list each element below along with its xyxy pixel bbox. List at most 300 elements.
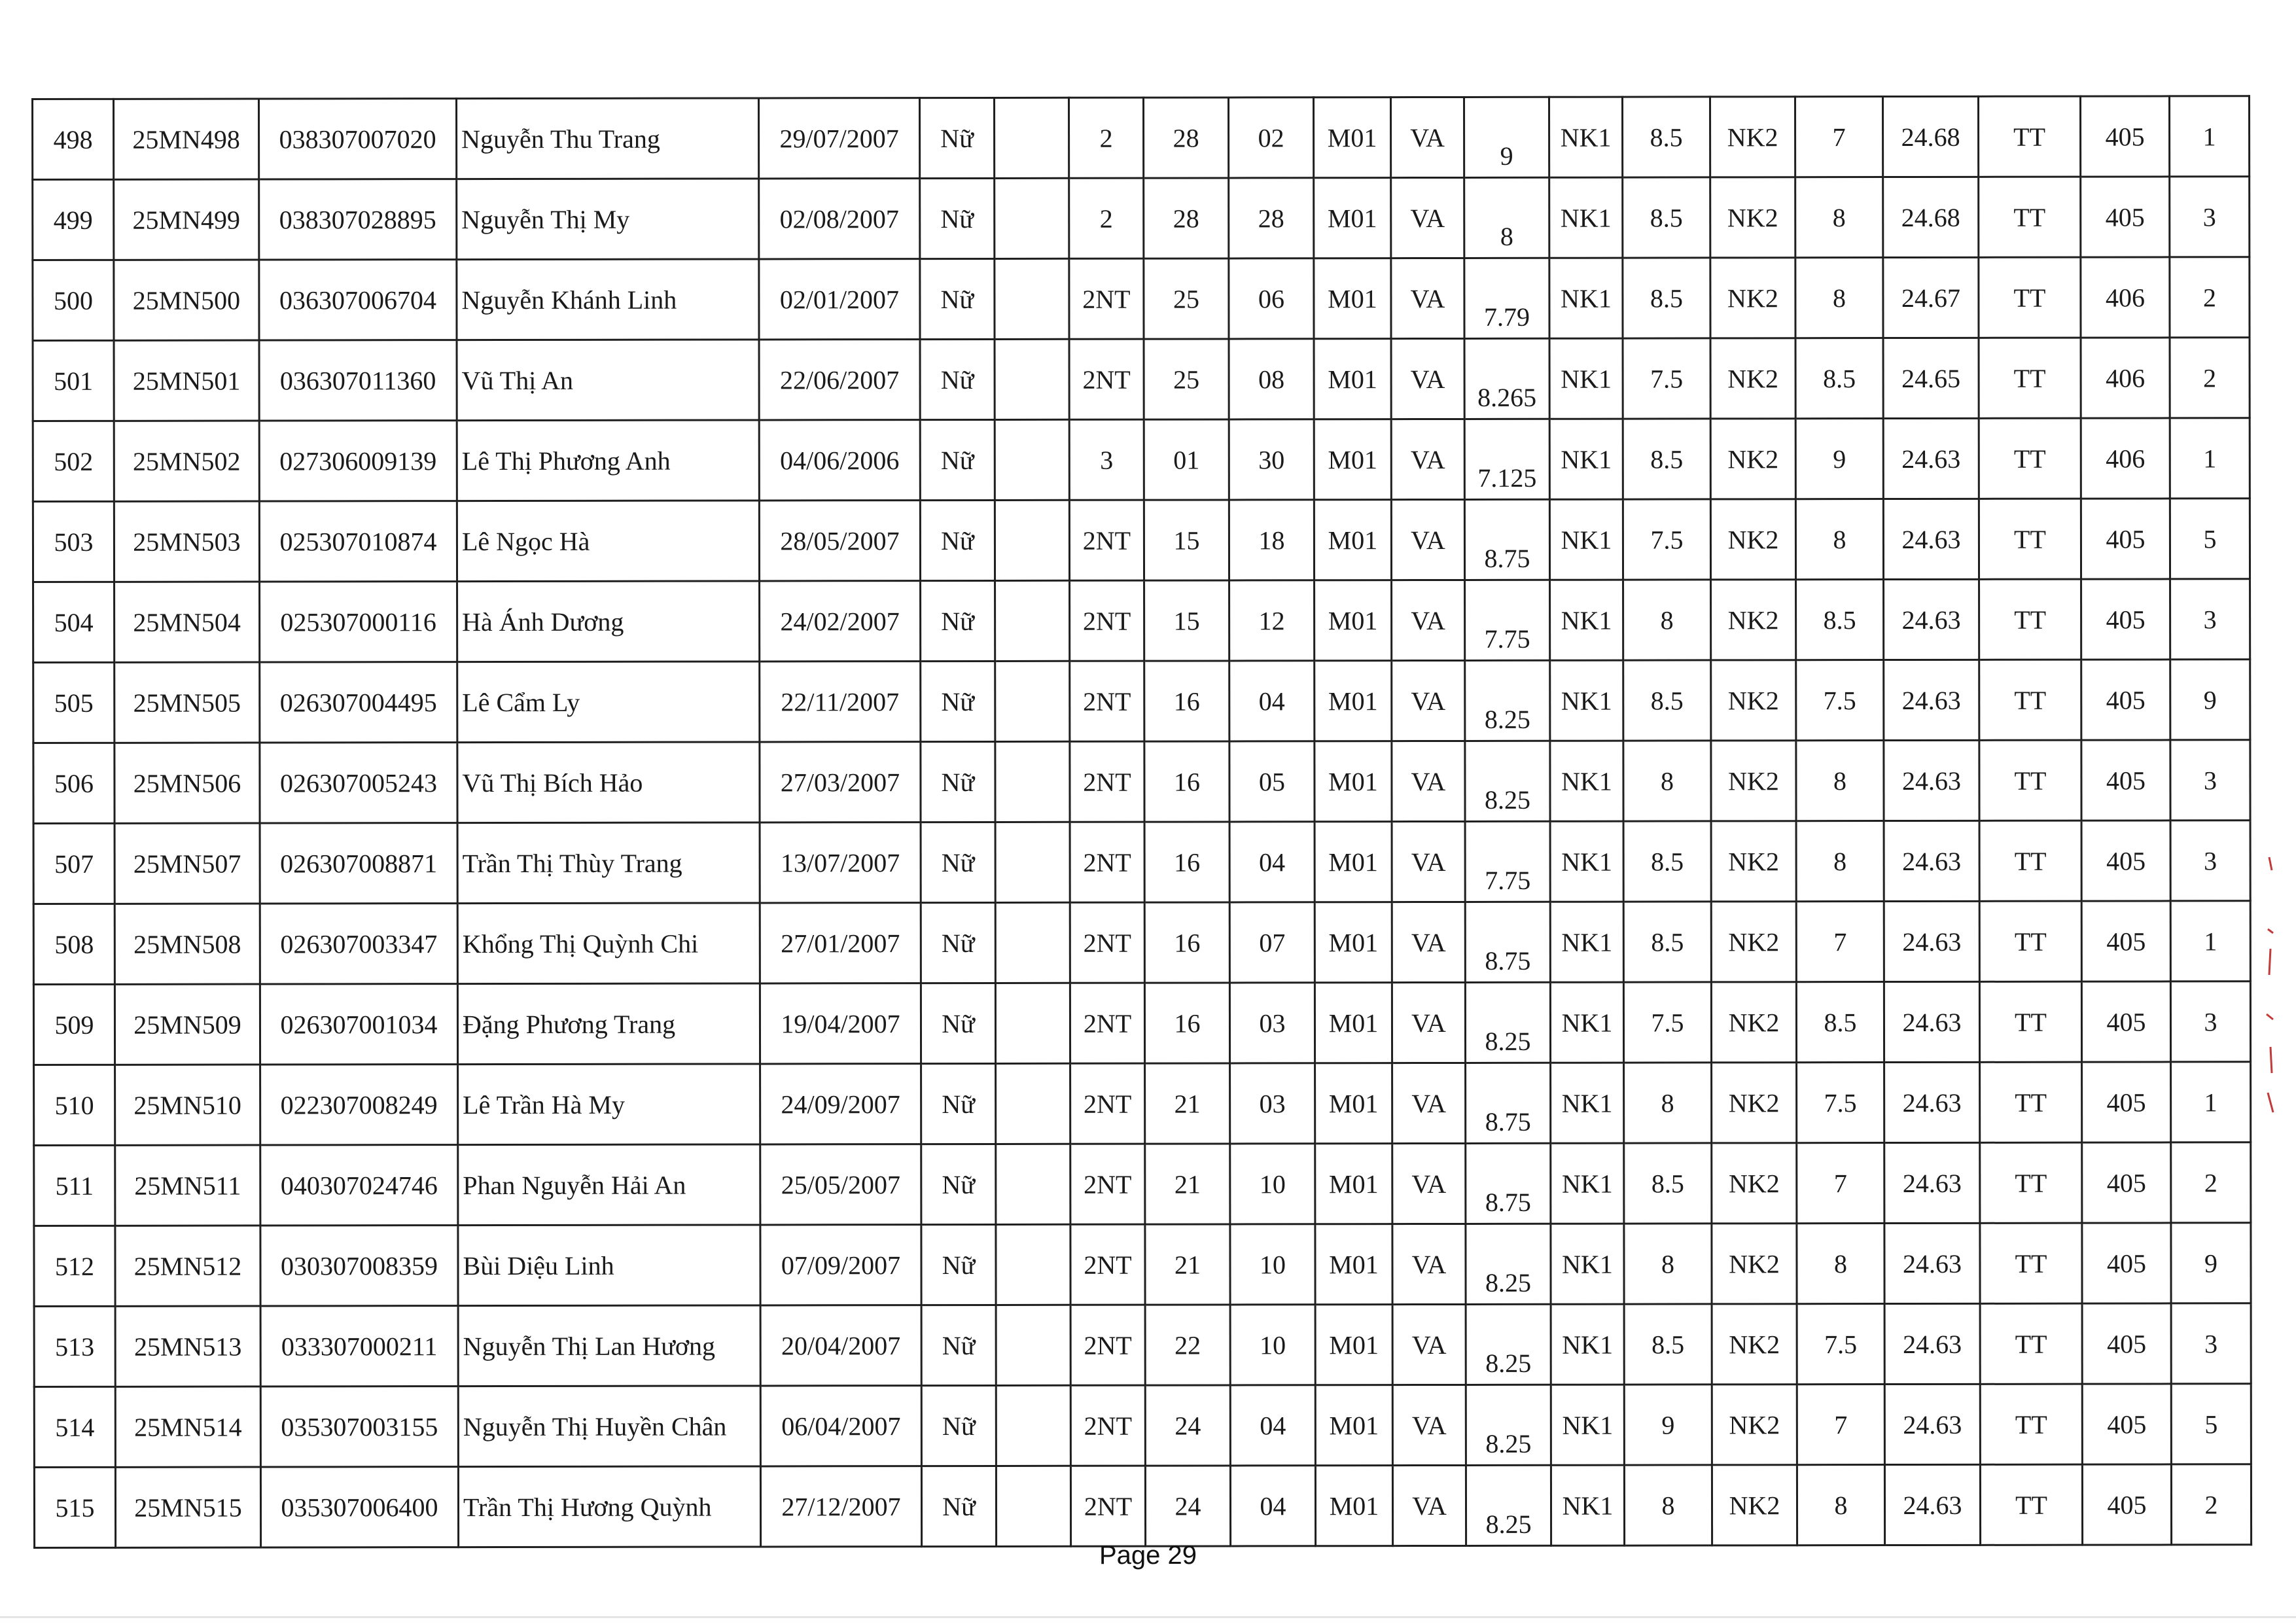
col-province-code-cell: 25: [1144, 339, 1229, 419]
col-aptitude-2-score-cell: 7: [1797, 1385, 1884, 1465]
table-body: [33, 96, 2252, 1548]
col-blank-cell: [995, 258, 1069, 339]
table-row: [33, 418, 2250, 502]
col-citizen-id-cell: 026307001034: [260, 984, 457, 1065]
col-major-code-cell: 405: [2082, 1384, 2171, 1464]
col-stt-cell: 505: [33, 662, 115, 743]
col-combo-code-cell: M01: [1315, 1466, 1392, 1546]
col-aptitude-2-cell: NK2: [1711, 982, 1796, 1063]
col-aptitude-1-cell: NK1: [1549, 338, 1623, 419]
col-blank-cell: [995, 983, 1070, 1063]
col-blank-cell: [996, 1466, 1070, 1546]
col-status-cell: TT: [1979, 821, 2081, 901]
col-province-code-cell: 16: [1144, 902, 1229, 983]
col-total-cell: 24.63: [1884, 660, 1979, 740]
col-major-code-cell: 406: [2081, 338, 2170, 418]
col-aptitude-1-score-cell: 8.5: [1623, 902, 1711, 982]
col-aptitude-1-cell: NK1: [1550, 580, 1623, 660]
col-combo-code-cell: M01: [1314, 258, 1391, 339]
col-status-cell: TT: [1979, 660, 2081, 740]
col-priority-order-cell: 3: [2170, 821, 2250, 901]
col-total-cell: 24.63: [1883, 418, 1979, 499]
col-gender-cell: Nữ: [920, 339, 995, 419]
col-gender-cell: Nữ: [921, 983, 995, 1063]
col-aptitude-1-score-cell: 8: [1624, 1465, 1712, 1545]
col-total-cell: 24.63: [1884, 579, 1979, 660]
col-province-code-cell: 28: [1144, 178, 1229, 258]
col-exam-id-cell: 25MN500: [114, 260, 259, 340]
col-aptitude-1-cell: NK1: [1549, 499, 1623, 580]
col-status-cell: TT: [1979, 579, 2081, 660]
col-full-name-cell: Nguyễn Thu Trang: [457, 98, 759, 179]
col-status-cell: TT: [1979, 499, 2081, 579]
col-aptitude-2-score-cell: 8: [1797, 1465, 1884, 1545]
col-blank-cell: [995, 902, 1070, 983]
col-priority-order-cell: 5: [2170, 499, 2250, 579]
col-birth-date-cell: 02/01/2007: [759, 259, 920, 340]
col-aptitude-2-score-cell: 7.5: [1796, 660, 1884, 741]
col-citizen-id-cell: 026307008871: [260, 823, 457, 904]
col-total-cell: 24.63: [1884, 740, 1979, 821]
col-aptitude-2-cell: NK2: [1710, 419, 1795, 499]
col-aptitude-1-score-cell: 9: [1624, 1385, 1712, 1465]
page-number: Page 29: [1099, 1541, 1197, 1570]
col-full-name-cell: Vũ Thị Bích Hảo: [457, 742, 760, 823]
col-status-cell: TT: [1980, 1062, 2082, 1142]
col-area-cell: 2NT: [1070, 822, 1144, 902]
col-full-name-cell: Trần Thị Thùy Trang: [457, 822, 760, 904]
col-birth-date-cell: 27/03/2007: [760, 742, 921, 822]
col-blank-cell: [996, 1305, 1070, 1385]
col-combo-code-cell: M01: [1315, 1305, 1392, 1385]
col-stt-cell: 508: [33, 904, 115, 984]
col-school-code-cell: 30: [1229, 419, 1314, 500]
col-citizen-id-cell: 035307003155: [260, 1386, 458, 1467]
col-subject-score-cell: 8.75: [1464, 499, 1549, 580]
col-aptitude-2-cell: NK2: [1710, 338, 1795, 419]
col-exam-id-cell: 25MN510: [115, 1065, 260, 1145]
col-combo-code-cell: M01: [1315, 661, 1392, 741]
col-priority-order-cell: 1: [2169, 96, 2249, 177]
col-priority-order-cell: 2: [2170, 257, 2250, 338]
col-priority-order-cell: 2: [2170, 338, 2250, 418]
col-combo-code-cell: M01: [1314, 178, 1391, 258]
col-school-code-cell: 04: [1229, 661, 1315, 741]
col-aptitude-1-score-cell: 7.5: [1623, 338, 1710, 419]
col-subject-score-cell: 8.75: [1466, 1063, 1551, 1143]
col-exam-id-cell: 25MN515: [115, 1467, 260, 1547]
col-major-code-cell: 405: [2082, 1303, 2171, 1384]
col-citizen-id-cell: 038307007020: [259, 99, 457, 179]
col-aptitude-2-score-cell: 8: [1795, 177, 1883, 258]
col-subject-score-cell: 8.75: [1465, 902, 1550, 982]
col-area-cell: 2NT: [1069, 500, 1144, 580]
col-total-cell: 24.63: [1884, 1303, 1980, 1384]
col-major-code-cell: 405: [2082, 1464, 2171, 1545]
table-row: [33, 660, 2250, 743]
col-priority-order-cell: 1: [2170, 418, 2250, 499]
col-area-cell: 2NT: [1070, 580, 1144, 661]
col-subject-score-cell: 8.25: [1466, 1465, 1551, 1545]
col-aptitude-1-score-cell: 8.5: [1623, 660, 1711, 741]
col-birth-date-cell: 13/07/2007: [760, 822, 921, 903]
col-aptitude-2-cell: NK2: [1712, 1143, 1797, 1224]
col-subject-score-cell: 8.25: [1466, 1385, 1551, 1465]
col-total-cell: 24.63: [1884, 1062, 1980, 1142]
table-row: [33, 257, 2250, 341]
col-blank-cell: [995, 178, 1069, 258]
col-priority-order-cell: 2: [2171, 1464, 2251, 1545]
col-stt-cell: 507: [33, 823, 115, 904]
col-stt-cell: 509: [33, 984, 115, 1065]
col-birth-date-cell: 02/08/2007: [759, 179, 920, 259]
bottom-divider: [0, 1616, 2296, 1618]
col-aptitude-2-score-cell: 8.5: [1796, 580, 1884, 660]
col-birth-date-cell: 28/05/2007: [759, 501, 920, 581]
col-blank-cell: [995, 419, 1069, 500]
col-gender-cell: Nữ: [921, 1305, 996, 1385]
col-exam-id-cell: 25MN513: [115, 1306, 260, 1386]
col-total-cell: 24.68: [1882, 96, 1978, 177]
col-province-code-cell: 15: [1144, 500, 1229, 580]
col-full-name-cell: Phan Nguyễn Hải An: [458, 1144, 760, 1226]
col-birth-date-cell: 25/05/2007: [760, 1144, 921, 1225]
col-aptitude-1-cell: NK1: [1549, 419, 1623, 499]
col-school-code-cell: 07: [1229, 902, 1315, 983]
col-subject-score-cell: 7.75: [1465, 821, 1550, 902]
table-row: [33, 177, 2250, 260]
col-aptitude-2-score-cell: 7: [1795, 97, 1882, 177]
col-exam-id-cell: 25MN511: [115, 1145, 260, 1226]
col-status-cell: TT: [1980, 1384, 2082, 1464]
col-priority-order-cell: 1: [2171, 1062, 2251, 1142]
col-school-code-cell: 04: [1229, 822, 1315, 902]
col-birth-date-cell: 27/01/2007: [760, 903, 921, 983]
col-blank-cell: [995, 580, 1070, 661]
col-full-name-cell: Nguyễn Khánh Linh: [457, 259, 759, 340]
col-gender-cell: Nữ: [921, 822, 995, 902]
col-stt-cell: 499: [33, 179, 114, 260]
col-exam-id-cell: 25MN508: [115, 904, 260, 984]
col-citizen-id-cell: 036307011360: [259, 340, 457, 421]
col-blank-cell: [995, 822, 1070, 902]
col-exam-id-cell: 25MN498: [114, 99, 259, 179]
col-blank-cell: [995, 500, 1069, 580]
col-total-cell: 24.63: [1884, 901, 1979, 981]
col-subject-cell: VA: [1391, 419, 1464, 499]
col-total-cell: 24.67: [1883, 257, 1979, 338]
col-aptitude-1-score-cell: 8.5: [1623, 419, 1710, 499]
col-aptitude-2-cell: NK2: [1712, 1465, 1797, 1545]
col-aptitude-1-score-cell: 8.5: [1623, 177, 1710, 258]
col-combo-code-cell: M01: [1315, 902, 1392, 983]
col-aptitude-1-cell: NK1: [1550, 821, 1623, 902]
col-area-cell: 2NT: [1070, 1224, 1145, 1305]
col-priority-order-cell: 9: [2171, 1223, 2251, 1303]
col-aptitude-1-score-cell: 8: [1623, 580, 1711, 660]
table-row: [33, 579, 2250, 663]
col-gender-cell: Nữ: [920, 97, 995, 178]
col-province-code-cell: 16: [1144, 661, 1229, 741]
col-aptitude-2-cell: NK2: [1711, 741, 1796, 821]
col-citizen-id-cell: 027306009139: [259, 421, 457, 501]
col-major-code-cell: 405: [2081, 499, 2170, 579]
col-priority-order-cell: 3: [2171, 1303, 2251, 1384]
col-aptitude-1-score-cell: 8: [1624, 1224, 1712, 1304]
col-aptitude-1-score-cell: 8.5: [1623, 821, 1711, 902]
col-area-cell: 2NT: [1070, 1305, 1145, 1385]
col-stt-cell: 512: [34, 1226, 115, 1306]
col-major-code-cell: 406: [2081, 418, 2170, 499]
col-area-cell: 2NT: [1070, 741, 1144, 822]
col-province-code-cell: 21: [1145, 1224, 1230, 1305]
col-subject-score-cell: 8: [1464, 177, 1549, 258]
col-priority-order-cell: 3: [2170, 177, 2250, 257]
col-subject-score-cell: 8.75: [1466, 1143, 1551, 1224]
col-full-name-cell: Bùi Diệu Linh: [458, 1225, 760, 1306]
col-aptitude-2-cell: NK2: [1711, 821, 1796, 902]
col-combo-code-cell: M01: [1314, 339, 1391, 419]
col-aptitude-1-cell: NK1: [1549, 177, 1623, 258]
col-blank-cell: [995, 339, 1069, 419]
col-subject-score-cell: 8.25: [1465, 982, 1550, 1063]
table-row: [34, 1464, 2251, 1548]
col-area-cell: 2NT: [1070, 902, 1144, 983]
col-combo-code-cell: M01: [1315, 983, 1392, 1063]
col-blank-cell: [996, 1063, 1070, 1144]
col-major-code-cell: 405: [2081, 579, 2170, 660]
col-subject-cell: VA: [1392, 1385, 1466, 1465]
col-combo-code-cell: M01: [1315, 580, 1392, 661]
col-aptitude-1-cell: NK1: [1550, 741, 1623, 821]
col-gender-cell: Nữ: [921, 741, 995, 822]
col-citizen-id-cell: 026307003347: [260, 904, 457, 984]
col-subject-score-cell: 8.265: [1464, 338, 1549, 419]
col-area-cell: 2: [1069, 97, 1144, 178]
col-combo-code-cell: M01: [1315, 1144, 1392, 1224]
col-area-cell: 2NT: [1070, 1466, 1145, 1546]
col-exam-id-cell: 25MN506: [115, 743, 260, 823]
col-major-code-cell: 405: [2082, 1062, 2171, 1142]
col-aptitude-2-cell: NK2: [1710, 97, 1795, 177]
col-status-cell: TT: [1980, 1142, 2082, 1223]
col-subject-score-cell: 7.125: [1464, 419, 1549, 499]
col-aptitude-1-score-cell: 8.5: [1624, 1304, 1712, 1385]
col-school-code-cell: 04: [1230, 1385, 1315, 1466]
col-aptitude-1-cell: NK1: [1551, 1224, 1624, 1304]
col-citizen-id-cell: 026307005243: [260, 743, 457, 823]
col-aptitude-2-score-cell: 7.5: [1797, 1304, 1884, 1385]
col-subject-cell: VA: [1392, 741, 1465, 821]
col-aptitude-1-score-cell: 7.5: [1623, 982, 1711, 1063]
col-province-code-cell: 15: [1144, 580, 1229, 661]
col-blank-cell: [996, 1144, 1070, 1224]
col-total-cell: 24.68: [1883, 177, 1979, 257]
col-school-code-cell: 10: [1230, 1305, 1315, 1385]
col-major-code-cell: 405: [2081, 821, 2170, 901]
col-aptitude-2-cell: NK2: [1711, 580, 1796, 660]
col-citizen-id-cell: 040307024746: [260, 1145, 458, 1226]
col-full-name-cell: Nguyễn Thị My: [457, 179, 759, 260]
col-aptitude-1-cell: NK1: [1550, 660, 1623, 741]
col-province-code-cell: 21: [1145, 1063, 1230, 1144]
col-province-code-cell: 22: [1145, 1305, 1230, 1385]
col-gender-cell: Nữ: [921, 580, 995, 661]
col-stt-cell: 511: [34, 1145, 115, 1226]
col-gender-cell: Nữ: [921, 1466, 996, 1546]
col-full-name-cell: Nguyễn Thị Huyền Chân: [458, 1386, 760, 1467]
col-birth-date-cell: 29/07/2007: [759, 98, 920, 179]
col-subject-cell: VA: [1391, 499, 1464, 580]
col-subject-cell: VA: [1392, 902, 1465, 982]
col-blank-cell: [995, 741, 1070, 822]
col-aptitude-2-score-cell: 7: [1797, 1143, 1884, 1224]
col-birth-date-cell: 24/09/2007: [760, 1064, 921, 1144]
col-total-cell: 24.63: [1884, 1384, 1980, 1464]
col-exam-id-cell: 25MN507: [115, 823, 260, 904]
col-status-cell: TT: [1979, 257, 2081, 338]
col-area-cell: 2NT: [1070, 661, 1144, 741]
col-exam-id-cell: 25MN504: [115, 582, 260, 662]
col-subject-score-cell: 8.25: [1465, 741, 1550, 821]
col-school-code-cell: 03: [1229, 983, 1315, 1063]
col-exam-id-cell: 25MN499: [114, 179, 259, 260]
col-full-name-cell: Lê Trần Hà My: [458, 1064, 760, 1145]
table-row: [34, 1303, 2251, 1387]
table-row: [33, 338, 2250, 421]
col-status-cell: TT: [1978, 96, 2080, 177]
col-stt-cell: 514: [34, 1386, 115, 1467]
col-stt-cell: 510: [34, 1065, 115, 1145]
col-area-cell: 3: [1069, 419, 1144, 500]
col-priority-order-cell: 3: [2170, 579, 2250, 660]
col-province-code-cell: 25: [1144, 258, 1229, 339]
col-gender-cell: Nữ: [921, 1224, 996, 1305]
col-major-code-cell: 405: [2080, 96, 2169, 177]
col-aptitude-2-score-cell: 9: [1795, 419, 1883, 499]
col-subject-cell: VA: [1392, 660, 1465, 741]
col-province-code-cell: 01: [1144, 419, 1229, 500]
col-aptitude-1-cell: NK1: [1549, 258, 1623, 338]
col-full-name-cell: Vũ Thị An: [457, 340, 759, 421]
col-citizen-id-cell: 038307028895: [259, 179, 457, 260]
col-birth-date-cell: 04/06/2006: [759, 420, 920, 501]
col-status-cell: TT: [1979, 338, 2081, 418]
col-status-cell: TT: [1980, 1464, 2082, 1545]
col-stt-cell: 498: [33, 99, 114, 179]
col-subject-cell: VA: [1392, 1304, 1466, 1385]
col-subject-score-cell: 8.25: [1465, 660, 1550, 741]
col-birth-date-cell: 24/02/2007: [760, 581, 921, 662]
col-full-name-cell: Lê Thị Phương Anh: [457, 420, 759, 501]
col-subject-score-cell: 7.75: [1465, 580, 1550, 660]
col-province-code-cell: 28: [1144, 97, 1229, 178]
col-school-code-cell: 28: [1229, 178, 1314, 258]
col-total-cell: 24.63: [1884, 1142, 1980, 1223]
col-total-cell: 24.63: [1884, 1464, 1980, 1545]
col-combo-code-cell: M01: [1314, 419, 1391, 500]
col-stt-cell: 503: [33, 501, 114, 582]
col-area-cell: 2NT: [1070, 1144, 1145, 1224]
col-full-name-cell: Khổng Thị Quỳnh Chi: [457, 903, 760, 984]
col-aptitude-2-score-cell: 8: [1795, 499, 1883, 580]
table-row: [34, 1384, 2251, 1468]
col-citizen-id-cell: 035307006400: [260, 1467, 458, 1547]
col-exam-id-cell: 25MN505: [115, 662, 260, 743]
col-aptitude-1-cell: NK1: [1549, 97, 1622, 177]
col-aptitude-2-cell: NK2: [1712, 1224, 1797, 1304]
col-stt-cell: 513: [34, 1306, 115, 1386]
col-priority-order-cell: 3: [2170, 740, 2250, 821]
col-exam-id-cell: 25MN509: [115, 984, 260, 1065]
col-status-cell: TT: [1979, 901, 2081, 981]
col-aptitude-2-score-cell: 8: [1796, 821, 1884, 902]
col-subject-cell: VA: [1391, 177, 1464, 258]
col-major-code-cell: 405: [2082, 1223, 2171, 1303]
col-full-name-cell: Trần Thị Hương Quỳnh: [458, 1466, 760, 1547]
col-major-code-cell: 405: [2081, 740, 2170, 821]
col-aptitude-2-score-cell: 8: [1796, 741, 1884, 821]
col-area-cell: 2NT: [1069, 339, 1144, 419]
col-aptitude-2-score-cell: 8: [1797, 1224, 1884, 1304]
col-province-code-cell: 21: [1145, 1144, 1230, 1224]
col-aptitude-1-score-cell: 8.5: [1622, 97, 1710, 177]
col-aptitude-1-cell: NK1: [1551, 1385, 1624, 1465]
col-full-name-cell: Đặng Phương Trang: [457, 983, 760, 1065]
col-major-code-cell: 405: [2081, 901, 2170, 981]
col-school-code-cell: 06: [1229, 258, 1314, 339]
col-status-cell: TT: [1979, 981, 2081, 1062]
col-gender-cell: Nữ: [920, 419, 995, 500]
col-birth-date-cell: 27/12/2007: [760, 1466, 921, 1547]
col-major-code-cell: 405: [2081, 660, 2170, 740]
col-aptitude-2-cell: NK2: [1711, 660, 1796, 741]
col-full-name-cell: Hà Ánh Dương: [457, 581, 760, 662]
col-area-cell: 2: [1069, 178, 1144, 258]
margin-handwriting-mark: [2264, 851, 2277, 1125]
col-stt-cell: 502: [33, 421, 114, 501]
col-aptitude-1-score-cell: 7.5: [1623, 499, 1710, 580]
col-gender-cell: Nữ: [921, 1144, 996, 1224]
col-aptitude-2-cell: NK2: [1712, 1385, 1797, 1465]
table-row: [34, 1062, 2251, 1146]
col-area-cell: 2NT: [1070, 983, 1144, 1063]
col-province-code-cell: 16: [1144, 741, 1229, 822]
col-subject-score-cell: 9: [1464, 97, 1549, 177]
col-subject-score-cell: 8.25: [1466, 1304, 1551, 1385]
col-blank-cell: [996, 1385, 1070, 1466]
col-aptitude-1-cell: NK1: [1550, 982, 1623, 1063]
col-citizen-id-cell: 026307004495: [260, 662, 457, 743]
candidate-results-table: [31, 95, 2252, 1549]
col-stt-cell: 515: [34, 1467, 115, 1547]
col-gender-cell: Nữ: [921, 1385, 996, 1466]
col-priority-order-cell: 1: [2170, 901, 2250, 981]
col-aptitude-2-score-cell: 8.5: [1796, 982, 1884, 1063]
table-row: [33, 499, 2250, 582]
col-subject-cell: VA: [1392, 1224, 1466, 1304]
col-subject-cell: VA: [1392, 982, 1465, 1063]
col-total-cell: 24.63: [1884, 1223, 1980, 1303]
col-aptitude-2-cell: NK2: [1710, 258, 1795, 338]
col-area-cell: 2NT: [1070, 1385, 1145, 1466]
col-citizen-id-cell: 022307008249: [260, 1065, 458, 1145]
col-gender-cell: Nữ: [920, 500, 995, 580]
col-full-name-cell: Nguyễn Thị Lan Hương: [458, 1305, 760, 1386]
col-exam-id-cell: 25MN503: [114, 501, 259, 582]
col-status-cell: TT: [1980, 1303, 2082, 1384]
col-birth-date-cell: 20/04/2007: [760, 1305, 921, 1386]
